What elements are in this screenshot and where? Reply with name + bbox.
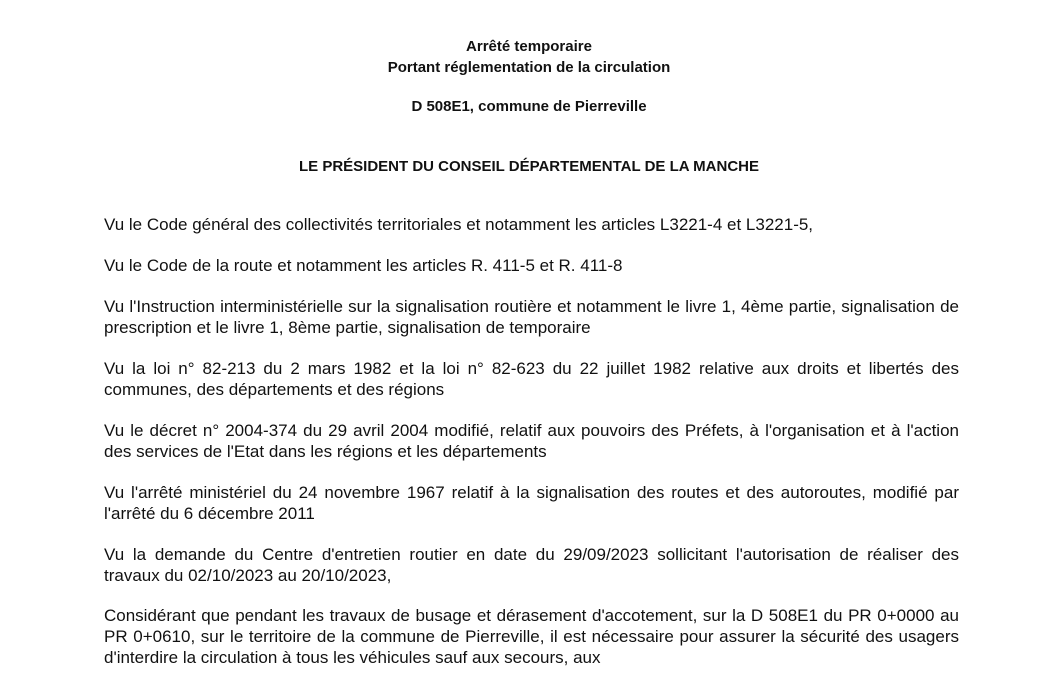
paragraph-decret: Vu le décret n° 2004-374 du 29 avril 2004 modifié, relatif aux pouvoirs des Préfets, à l'organisation et à l'action des services de l'Etat dans les régions et les départements	[104, 421, 959, 461]
document-title: Arrêté temporaire	[466, 38, 592, 55]
paragraph-demande: Vu la demande du Centre d'entretien routier en date du 29/09/2023 sollicitant l'autorisation de réaliser des travaux du 02/10/2023 au 20/10/2023,	[104, 545, 959, 585]
paragraph-cgct: Vu le Code général des collectivités territoriales et notamment les articles L3221-4 et L3221-5,	[104, 215, 814, 234]
paragraph-loi: Vu la loi n° 82-213 du 2 mars 1982 et la loi n° 82-623 du 22 juillet 1982 relative aux droits et libertés des communes, des départements et des régions	[104, 359, 959, 399]
paragraph-arrete-ministeriel: Vu l'arrêté ministériel du 24 novembre 1967 relatif à la signalisation des routes et des autoroutes, modifié par l'arrêté du 6 décembre 2011	[104, 483, 959, 523]
road-location: D 508E1, commune de Pierreville	[411, 98, 647, 115]
paragraph-instruction: Vu l'Instruction interministérielle sur la signalisation routière et notamment le livre 1, 4ème partie, signalisation de prescription et le livre 1, 8ème partie, signalisation de temporaire	[104, 297, 959, 337]
paragraph-considerant: Considérant que pendant les travaux de busage et dérasement d'accotement, sur la D 508E1 du PR 0+0000 au PR 0+0610, sur le territoire de la commune de Pierreville, il est nécessaire pour assurer la sécurité des usagers d'interdire la circulation à tous les véhicules sauf aux secours, aux	[104, 606, 959, 667]
paragraph-code-route: Vu le Code de la route et notamment les articles R. 411-5 et R. 411-8	[104, 256, 623, 275]
authority-heading: LE PRÉSIDENT DU CONSEIL DÉPARTEMENTAL DE LA MANCHE	[298, 158, 760, 175]
document-subtitle: Portant réglementation de la circulation	[387, 59, 671, 76]
